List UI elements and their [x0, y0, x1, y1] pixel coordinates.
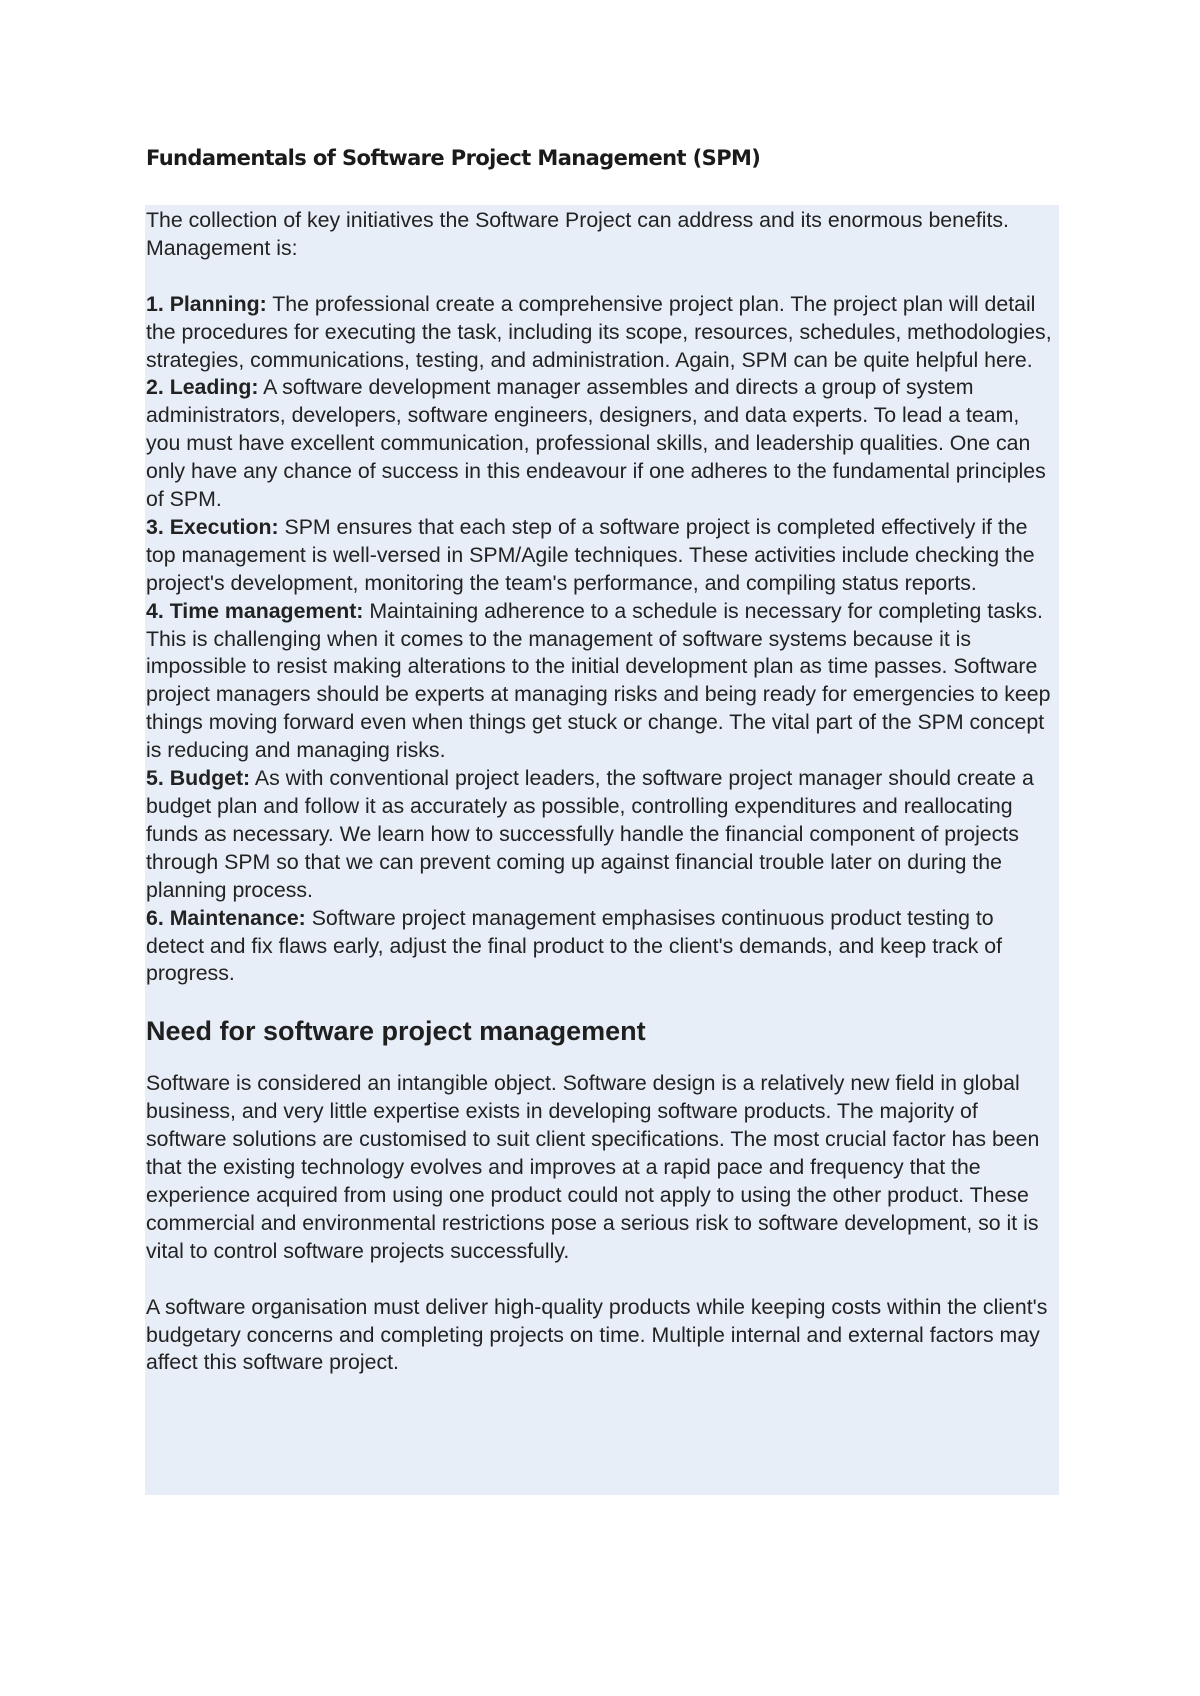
section-heading: Need for software project management [146, 1016, 646, 1047]
body-paragraph: A software organisation must deliver high-quality products while keeping costs within the client's budgetary concerns and completing projects on time. Multiple internal and external factors may affect this software project. [146, 1294, 1048, 1375]
item-number: 1. [146, 291, 164, 316]
item-label: Planning: [169, 291, 267, 316]
item-label: Maintenance: [169, 905, 306, 930]
item-text: Maintaining adherence to a schedule is necessary for completing tasks. This is challenging when it comes to the management of software systems because it is impossible to resist making alterations to the initial development plan as time passes. Software project managers should be experts at managing risks and being ready for emergencies to keep things moving forward even when things get stuck or change. The vital part of the SPM concept is reducing and managing risks. [146, 598, 1051, 763]
item-number: 3. [146, 514, 164, 539]
intro-paragraph: The collection of key initiatives the Software Project can address and its enormous benefits. Management is: [146, 208, 1009, 260]
item-number: 5. [146, 766, 164, 791]
item-text: SPM ensures that each step of a software project is completed effectively if the top management is well-versed in SPM/Agile techniques. These activities include checking the project's development, monitoring the team's performance, and compiling status reports. [146, 514, 1035, 595]
list-item-time-management [146, 598, 1056, 765]
item-label: Budget: [169, 766, 251, 791]
body-paragraph: Software is considered an intangible object. Software design is a relatively new field in global business, and very little expertise exists in developing software products. The majority of software solutions are customised to suit client specifications. The most crucial factor has been that the existing technology evolves and improves at a rapid pace and frequency that the experience acquired from using one product could not apply to using the other product. These commercial and environmental restrictions pose a serious risk to software development, so it is vital to control software projects successfully. [146, 1071, 1040, 1263]
item-text: As with conventional project leaders, the software project manager should create a budget plan and follow it as accurately as possible, controlling expenditures and reallocating funds as necessary. We learn how to successfully handle the financial component of projects through SPM so that we can prevent coming up against financial trouble later on during the planning process. [146, 766, 1034, 902]
document-title: Fundamentals of Software Project Management (SPM) [146, 146, 761, 170]
list-item-execution [146, 514, 1056, 598]
item-text: The professional create a comprehensive project plan. The project plan will detail the procedures for executing the task, including its scope, resources, schedules, methodologies, strategies, communications, testing, and administration. Again, SPM can be quite helpful here. [146, 291, 1052, 372]
item-label: Leading: [169, 375, 259, 400]
list-item-planning [146, 291, 1056, 375]
item-text: A software development manager assembles and directs a group of system administrators, developers, software engineers, designers, and data experts. To lead a team, you must have excellent communication, professional skills, and leadership qualities. One can only have any chance of success in this endeavour if one adheres to the fundamental principles of SPM. [146, 375, 1046, 512]
item-number: 6. [146, 905, 164, 930]
item-label: Execution: [169, 514, 279, 539]
item-label: Time management: [169, 598, 364, 623]
list-item-budget [146, 765, 1056, 905]
list-item-maintenance [146, 905, 1056, 989]
document-body [146, 207, 1056, 1377]
list-item-leading [146, 374, 1056, 514]
item-number: 2. [146, 375, 164, 400]
item-number: 4. [146, 598, 164, 623]
item-text: Software project management emphasises continuous product testing to detect and fix flaws early, adjust the final product to the client's demands, and keep track of progress. [146, 905, 1003, 986]
